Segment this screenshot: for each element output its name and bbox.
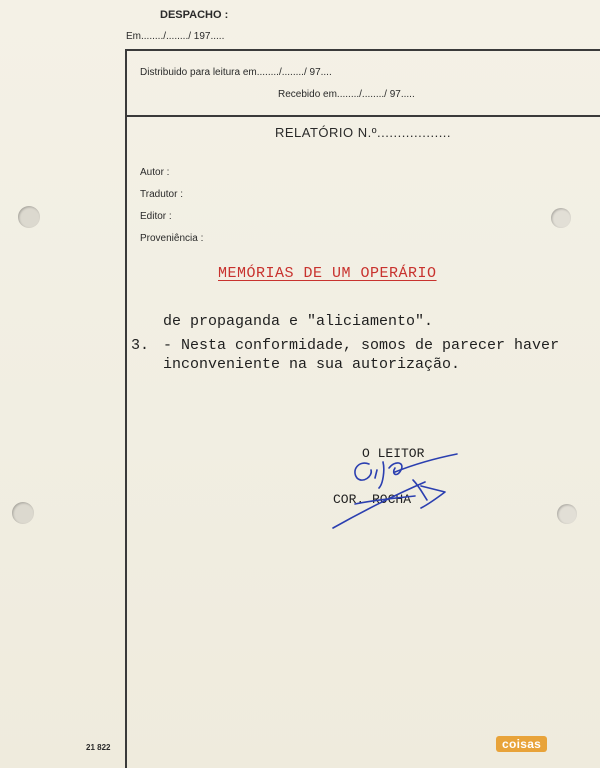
field-proveniencia: Proveniência : (140, 233, 204, 244)
form-code: 21 822 (86, 743, 111, 752)
watermark-badge: coisas (496, 736, 547, 752)
handwritten-signature (325, 440, 475, 535)
field-autor: Autor : (140, 167, 170, 178)
field-editor: Editor : (140, 211, 172, 222)
relatorio-heading: RELATÓRIO N.º.................. (275, 125, 452, 140)
book-title: MEMÓRIAS DE UM OPERÁRIO (218, 265, 437, 282)
signature-name: COR. ROCHA (333, 492, 412, 507)
report-item-number: 3. (131, 337, 150, 354)
punch-hole-right (551, 208, 571, 228)
signature-role: O LEITOR (362, 446, 425, 461)
punch-hole-right-lower (557, 504, 577, 524)
despacho-label: DESPACHO : (160, 9, 229, 21)
punch-hole-top (18, 206, 40, 228)
form-middle-rule (125, 115, 600, 117)
distribuido-line: Distribuido para leitura em......../......../ 97.... (140, 67, 332, 78)
report-text-line-3: inconveniente na sua autorização. (163, 356, 461, 373)
form-vertical-rule (125, 50, 127, 768)
report-text-line-1: de propaganda e "aliciamento". (163, 313, 434, 330)
report-text-line-2: - Nesta conformidade, somos de parecer haver (163, 337, 560, 354)
recebido-line: Recebido em......../......../ 97..... (278, 89, 415, 100)
field-tradutor: Tradutor : (140, 189, 183, 200)
punch-hole-bottom (12, 502, 34, 524)
form-top-rule (125, 49, 600, 51)
despacho-date-line: Em......../......../ 197..... (126, 31, 225, 42)
